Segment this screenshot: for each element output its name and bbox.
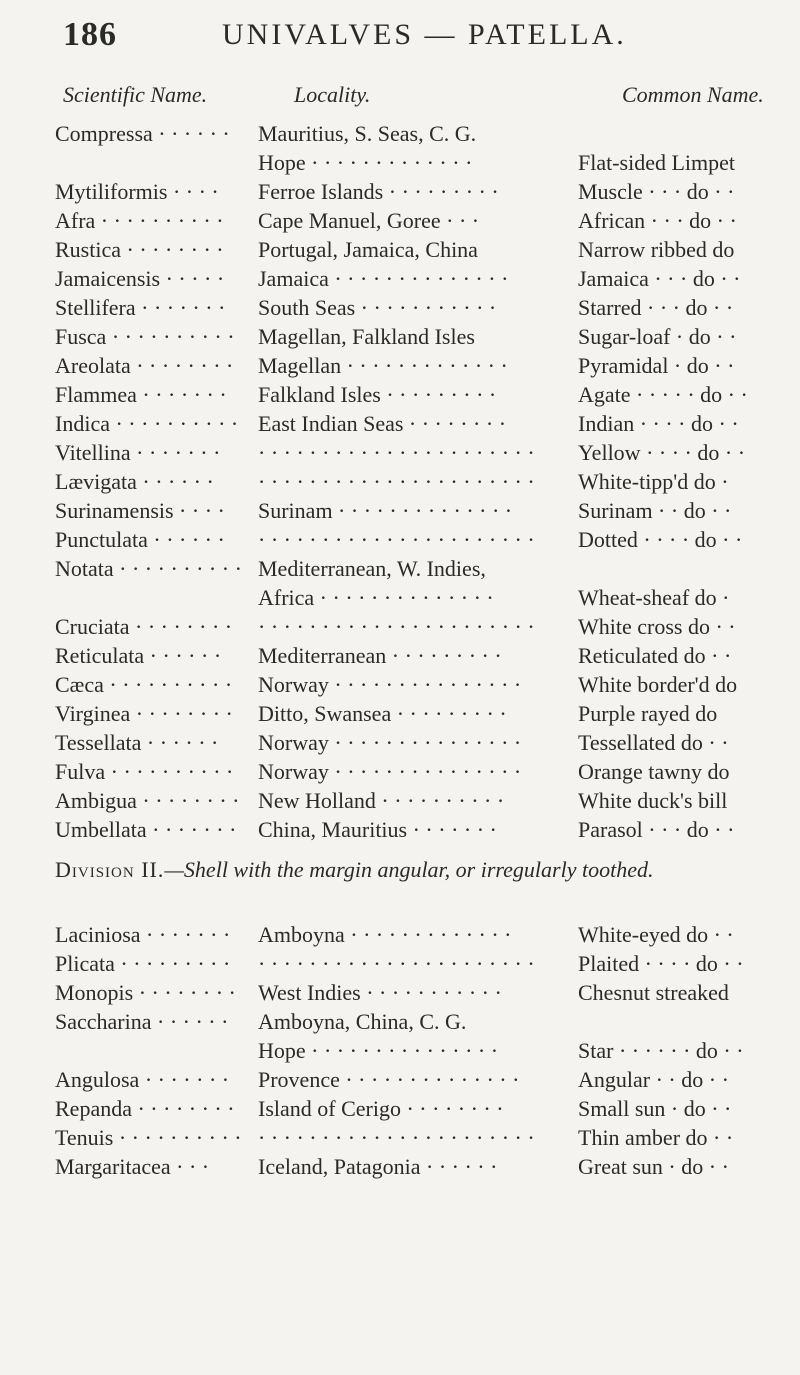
- scientific-name-cell: Plicata · · · · · · · · ·: [55, 951, 231, 976]
- locality-cell: · · · · · · · · · · · · · · · · · · · · · ·: [258, 951, 535, 976]
- table-row: [0, 786, 800, 815]
- locality-cell: · · · · · · · · · · · · · · · · · · · · · ·: [258, 1125, 535, 1150]
- division-description: —Shell with the margin angular, or irregularly toothed.: [164, 857, 654, 882]
- table-row: [0, 1152, 800, 1181]
- locality-cell: Norway · · · · · · · · · · · · · · ·: [258, 759, 522, 784]
- scientific-name-cell: Fulva · · · · · · · · · ·: [55, 759, 234, 784]
- scientific-name-cell: Punctulata · · · · · ·: [55, 527, 225, 552]
- scientific-name-cell: Jamaicensis · · · · ·: [55, 266, 225, 291]
- scientific-name-cell: Surinamensis · · · ·: [55, 498, 225, 523]
- running-title: UNIVALVES — PATELLA.: [222, 18, 627, 51]
- table-row: [0, 728, 800, 757]
- scientific-name-cell: Ambigua · · · · · · · ·: [55, 788, 240, 813]
- species-table-part-1: [0, 119, 800, 844]
- table-row: [0, 351, 800, 380]
- table-row: [0, 554, 800, 612]
- table-row: [0, 1065, 800, 1094]
- common-name-cell: Surinam · · do · ·: [578, 498, 732, 523]
- table-row: [0, 699, 800, 728]
- locality-cell: · · · · · · · · · · · · · · · · · · · · · ·: [258, 440, 535, 465]
- locality-cell: Cape Manuel, Goree · · ·: [258, 208, 480, 233]
- scientific-name-cell: Cæca · · · · · · · · · ·: [55, 672, 233, 697]
- common-name-cell: White-eyed do · ·: [578, 922, 734, 947]
- common-name-cell: Reticulated do · ·: [578, 643, 732, 668]
- division-label: Division II.: [55, 857, 165, 882]
- common-name-cell: Wheat-sheaf do ·: [578, 585, 730, 610]
- locality-cell: Iceland, Patagonia · · · · · ·: [258, 1154, 498, 1179]
- table-row: [0, 409, 800, 438]
- locality-cell: Norway · · · · · · · · · · · · · · ·: [258, 672, 522, 697]
- common-name-cell: Small sun · do · ·: [578, 1096, 732, 1121]
- table-row: [0, 815, 800, 844]
- table-row: [0, 438, 800, 467]
- table-row: [0, 177, 800, 206]
- locality-cell: Amboyna · · · · · · · · · · · · ·: [258, 922, 512, 947]
- common-name-cell: Purple rayed do: [578, 701, 718, 726]
- scientific-name-cell: Stellifera · · · · · · ·: [55, 295, 226, 320]
- locality-continuation-cell: Africa · · · · · · · · · · · · · ·: [258, 585, 494, 610]
- common-name-cell: Starred · · · do · ·: [578, 295, 734, 320]
- common-name-cell: Muscle · · · do · ·: [578, 179, 735, 204]
- locality-cell: New Holland · · · · · · · · · ·: [258, 788, 505, 813]
- scientific-name-cell: Afra · · · · · · · · · ·: [55, 208, 224, 233]
- locality-cell: · · · · · · · · · · · · · · · · · · · · · ·: [258, 469, 535, 494]
- common-name-cell: Sugar-loaf · do · ·: [578, 324, 737, 349]
- table-row: [0, 467, 800, 496]
- species-table-part-2: [0, 920, 800, 1181]
- table-row: [0, 293, 800, 322]
- scientific-name-cell: Monopis · · · · · · · ·: [55, 980, 236, 1005]
- locality-cell: East Indian Seas · · · · · · · ·: [258, 411, 507, 436]
- locality-cell: Mediterranean · · · · · · · · ·: [258, 643, 502, 668]
- common-name-cell: Pyramidal · do · ·: [578, 353, 735, 378]
- table-row: [0, 949, 800, 978]
- locality-cell: Jamaica · · · · · · · · · · · · · ·: [258, 266, 509, 291]
- common-name-cell: Star · · · · · · do · ·: [578, 1038, 744, 1063]
- locality-cell: Mediterranean, W. Indies,: [258, 556, 486, 581]
- common-name-header: Common Name.: [622, 82, 764, 107]
- locality-cell: Portugal, Jamaica, China: [258, 237, 478, 262]
- common-name-cell: Narrow ribbed do: [578, 237, 735, 262]
- scientific-name-cell: Tenuis · · · · · · · · · ·: [55, 1125, 242, 1150]
- scientific-name-cell: Lævigata · · · · · ·: [55, 469, 214, 494]
- table-row: [0, 119, 800, 177]
- common-name-cell: Plaited · · · · do · ·: [578, 951, 744, 976]
- scientific-name-cell: Vitellina · · · · · · ·: [55, 440, 221, 465]
- locality-cell: Mauritius, S. Seas, C. G.: [258, 121, 477, 146]
- division-heading: [55, 857, 795, 883]
- common-name-cell: White cross do · ·: [578, 614, 736, 639]
- locality-cell: Norway · · · · · · · · · · · · · · ·: [258, 730, 522, 755]
- page-number: 186: [63, 16, 117, 53]
- scientific-name-cell: Umbellata · · · · · · ·: [55, 817, 237, 842]
- table-row: [0, 920, 800, 949]
- table-row: [0, 978, 800, 1007]
- locality-cell: West Indies · · · · · · · · · · ·: [258, 980, 502, 1005]
- common-name-cell: Jamaica · · · do · ·: [578, 266, 741, 291]
- table-row: [0, 235, 800, 264]
- common-name-cell: Angular · · do · ·: [578, 1067, 729, 1092]
- table-row: [0, 380, 800, 409]
- common-name-cell: Agate · · · · · do · ·: [578, 382, 748, 407]
- locality-cell: South Seas · · · · · · · · · · ·: [258, 295, 497, 320]
- table-row: [0, 496, 800, 525]
- scientific-name-cell: Tessellata · · · · · ·: [55, 730, 219, 755]
- scientific-name-cell: Flammea · · · · · · ·: [55, 382, 227, 407]
- scientific-name-cell: Compressa · · · · · ·: [55, 121, 230, 146]
- table-row: [0, 1094, 800, 1123]
- common-name-cell: Parasol · · · do · ·: [578, 817, 735, 842]
- table-row: [0, 322, 800, 351]
- locality-cell: · · · · · · · · · · · · · · · · · · · · · ·: [258, 614, 535, 639]
- locality-continuation-cell: Hope · · · · · · · · · · · · · · ·: [258, 1038, 499, 1063]
- locality-cell: Magellan · · · · · · · · · · · · ·: [258, 353, 508, 378]
- locality-header: Locality.: [294, 82, 371, 107]
- scientific-name-cell: Repanda · · · · · · · ·: [55, 1096, 235, 1121]
- locality-cell: Island of Cerigo · · · · · · · ·: [258, 1096, 504, 1121]
- scientific-name-cell: Cruciata · · · · · · · ·: [55, 614, 233, 639]
- common-name-cell: Chesnut streaked: [578, 980, 729, 1005]
- common-name-cell: White border'd do: [578, 672, 738, 697]
- scientific-name-cell: Angulosa · · · · · · ·: [55, 1067, 230, 1092]
- locality-cell: Ditto, Swansea · · · · · · · · ·: [258, 701, 507, 726]
- scientific-name-cell: Rustica · · · · · · · ·: [55, 237, 224, 262]
- locality-cell: Amboyna, China, C. G.: [258, 1009, 467, 1034]
- locality-cell: China, Mauritius · · · · · · ·: [258, 817, 497, 842]
- scientific-name-header: Scientific Name.: [63, 82, 208, 107]
- scientific-name-cell: Margaritacea · · ·: [55, 1154, 210, 1179]
- locality-cell: Magellan, Falkland Isles: [258, 324, 475, 349]
- locality-cell: Ferroe Islands · · · · · · · · ·: [258, 179, 499, 204]
- scientific-name-cell: Laciniosa · · · · · · ·: [55, 922, 231, 947]
- scientific-name-cell: Fusca · · · · · · · · · ·: [55, 324, 235, 349]
- table-row: [0, 1123, 800, 1152]
- scientific-name-cell: Notata · · · · · · · · · ·: [55, 556, 242, 581]
- table-row: [0, 264, 800, 293]
- table-row: [0, 757, 800, 786]
- scientific-name-cell: Indica · · · · · · · · · ·: [55, 411, 239, 436]
- locality-cell: Provence · · · · · · · · · · · · · ·: [258, 1067, 520, 1092]
- common-name-cell: White-tipp'd do ·: [578, 469, 729, 494]
- scientific-name-cell: Areolata · · · · · · · ·: [55, 353, 234, 378]
- table-row: [0, 206, 800, 235]
- common-name-cell: Yellow · · · · do · ·: [578, 440, 746, 465]
- common-name-cell: Orange tawny do: [578, 759, 730, 784]
- common-name-cell: Thin amber do · ·: [578, 1125, 734, 1150]
- common-name-cell: Great sun · do · ·: [578, 1154, 729, 1179]
- page-header: [63, 16, 760, 56]
- table-row: [0, 641, 800, 670]
- scientific-name-cell: Reticulata · · · · · ·: [55, 643, 222, 668]
- common-name-cell: African · · · do · ·: [578, 208, 737, 233]
- locality-cell: · · · · · · · · · · · · · · · · · · · · · ·: [258, 527, 535, 552]
- table-row: [0, 670, 800, 699]
- scientific-name-cell: Virginea · · · · · · · ·: [55, 701, 233, 726]
- scientific-name-cell: Mytiliformis · · · ·: [55, 179, 219, 204]
- common-name-cell: Dotted · · · · do · ·: [578, 527, 743, 552]
- common-name-cell: Indian · · · · do · ·: [578, 411, 739, 436]
- column-headers: [0, 82, 800, 112]
- locality-cell: Surinam · · · · · · · · · · · · · ·: [258, 498, 513, 523]
- locality-cell: Falkland Isles · · · · · · · · ·: [258, 382, 497, 407]
- common-name-cell: White duck's bill: [578, 788, 728, 813]
- common-name-cell: Tessellated do · ·: [578, 730, 729, 755]
- table-row: [0, 1007, 800, 1065]
- scientific-name-cell: Saccharina · · · · · ·: [55, 1009, 229, 1034]
- locality-continuation-cell: Hope · · · · · · · · · · · · ·: [258, 150, 473, 175]
- common-name-cell: Flat-sided Limpet: [578, 150, 736, 175]
- table-row: [0, 612, 800, 641]
- table-row: [0, 525, 800, 554]
